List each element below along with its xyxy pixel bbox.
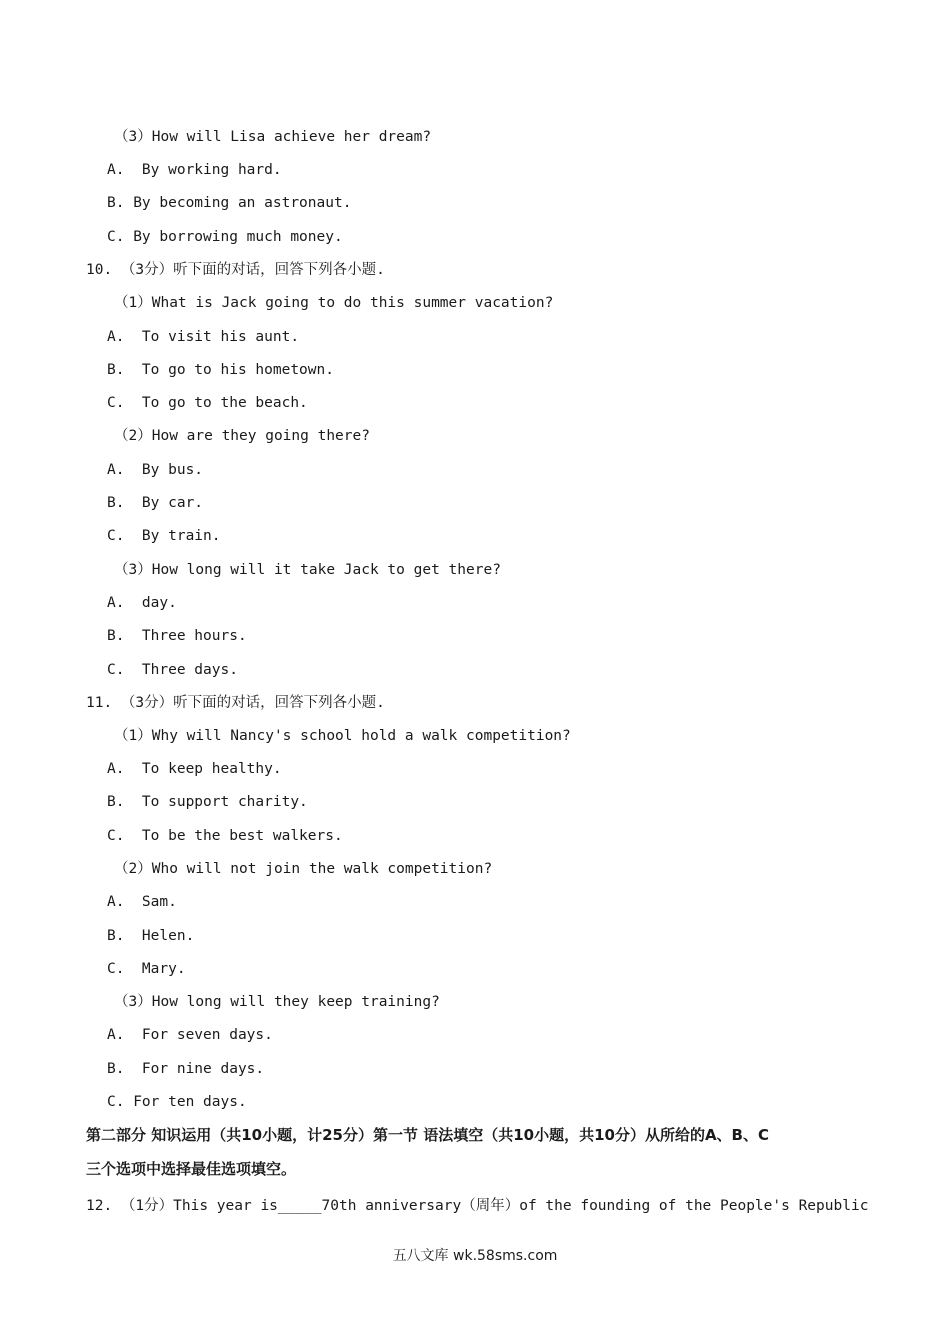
answer-option: A. To keep healthy. [107,761,282,777]
answer-option: C. For ten days. [107,1094,247,1110]
question-header: 11. （3分）听下面的对话，回答下列各小题. [86,695,385,711]
question-header: 10. （3分）听下面的对话，回答下列各小题. [86,262,385,278]
answer-option: A. Sam. [107,894,177,910]
section-heading: 第二部分 知识运用（共10小题，计25分）第一节 语法填空（共10小题，共10分）从所给的A、B、C [86,1126,769,1144]
answer-option: C. Mary. [107,961,186,977]
sub-question: （2）How are they going there? [114,428,370,444]
answer-option: B. By becoming an astronaut. [107,195,352,211]
answer-option: B. By car. [107,495,204,511]
answer-option: A. By bus. [107,462,204,478]
answer-option: B. For nine days. [107,1061,265,1077]
answer-option: A. day. [107,595,177,611]
answer-option: C. Three days. [107,662,238,678]
answer-option: C. To go to the beach. [107,395,308,411]
answer-option: B. Helen. [107,928,195,944]
answer-option: A. By working hard. [107,162,282,178]
footer-watermark: 五八文库 wk.58sms.com [392,1248,558,1264]
answer-option: A. To visit his aunt. [107,329,300,345]
answer-option: B. To go to his hometown. [107,362,334,378]
answer-option: C. To be the best walkers. [107,828,343,844]
section-heading: 三个选项中选择最佳选项填空。 [86,1160,297,1178]
answer-option: B. Three hours. [107,628,247,644]
sub-question: （3）How long will they keep training? [114,994,440,1010]
sub-question: （1）What is Jack going to do this summer vacation? [114,295,554,311]
sub-question: （3）How long will it take Jack to get there? [114,562,501,578]
answer-option: C. By train. [107,528,221,544]
answer-option: C. By borrowing much money. [107,229,343,245]
answer-option: A. For seven days. [107,1027,273,1043]
sub-question: （3）How will Lisa achieve her dream? [114,129,432,145]
sub-question: （1）Why will Nancy's school hold a walk competition? [114,728,571,744]
question-header: 12. （1分）This year is_____70th anniversary（周年）of the founding of the People's Republic [86,1198,869,1214]
answer-option: B. To support charity. [107,794,308,810]
sub-question: （2）Who will not join the walk competition? [114,861,493,877]
